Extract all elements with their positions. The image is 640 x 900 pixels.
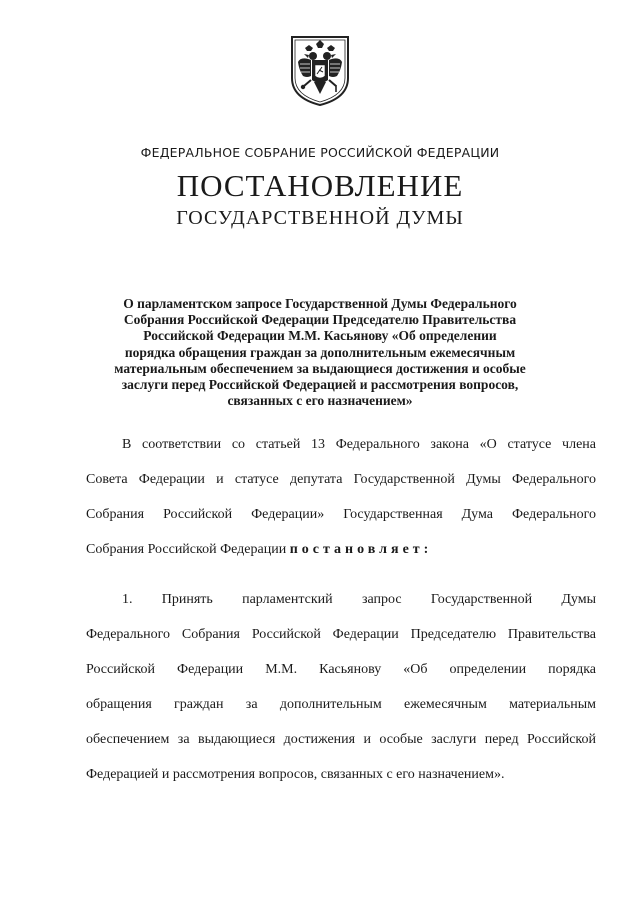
item-line: Российской Федерации М.М. Касьянову «Об определении порядка bbox=[86, 662, 596, 677]
item-line: Федерального Собрания Российской Федерации Председателю Правительства bbox=[86, 627, 596, 642]
item-line: обеспечением за выдающиеся достижения и особые заслуги перед Российской bbox=[86, 732, 596, 747]
preamble-line: Совета Федерации и статусе депутата Государственной Думы Федерального bbox=[86, 472, 596, 487]
document-subtitle: ГОСУДАРСТВЕННОЙ ДУМЫ bbox=[176, 207, 464, 229]
organization-name: ФЕДЕРАЛЬНОЕ СОБРАНИЕ РОССИЙСКОЙ ФЕДЕРАЦИИ bbox=[140, 145, 500, 160]
resolution-heading bbox=[100, 296, 540, 409]
heading-line: Российской Федерации М.М. Касьянову «Об определении bbox=[143, 328, 497, 344]
heading-line: О парламентском запросе Государственной Думы Федерального bbox=[123, 296, 517, 311]
heading-line: Собрания Российской Федерации Председателю Правительства bbox=[123, 312, 517, 328]
document-title: ПОСТАНОВЛЕНИЕ bbox=[176, 168, 464, 203]
heading-line: связанных с его назначением» bbox=[227, 393, 413, 409]
heading-line: порядка обращения граждан за дополнительным ежемесячным bbox=[124, 344, 516, 360]
preamble-line: Собрания Российской Федерации bbox=[86, 542, 287, 557]
decree-word: постановляет: bbox=[289, 542, 433, 557]
preamble-last-line bbox=[86, 540, 596, 560]
coat-of-arms-icon bbox=[289, 34, 351, 108]
heading-line: материальным обеспечением за выдающиеся достижения и особые bbox=[114, 360, 526, 376]
item-line: обращения граждан за дополнительным ежемесячным материальным bbox=[86, 697, 596, 712]
item-line: Федерацией и рассмотрения вопросов, связанных с его назначением». bbox=[86, 767, 505, 782]
item-line: 1. Принять парламентский запрос Государственной Думы bbox=[122, 592, 596, 607]
preamble-line: Собрания Российской Федерации» Государственная Дума Федерального bbox=[86, 507, 596, 522]
preamble-line: В соответствии со статьей 13 Федерального закона «О статусе члена bbox=[122, 437, 596, 452]
heading-line: заслуги перед Российской Федерацией и рассмотрения вопросов, bbox=[121, 377, 519, 393]
